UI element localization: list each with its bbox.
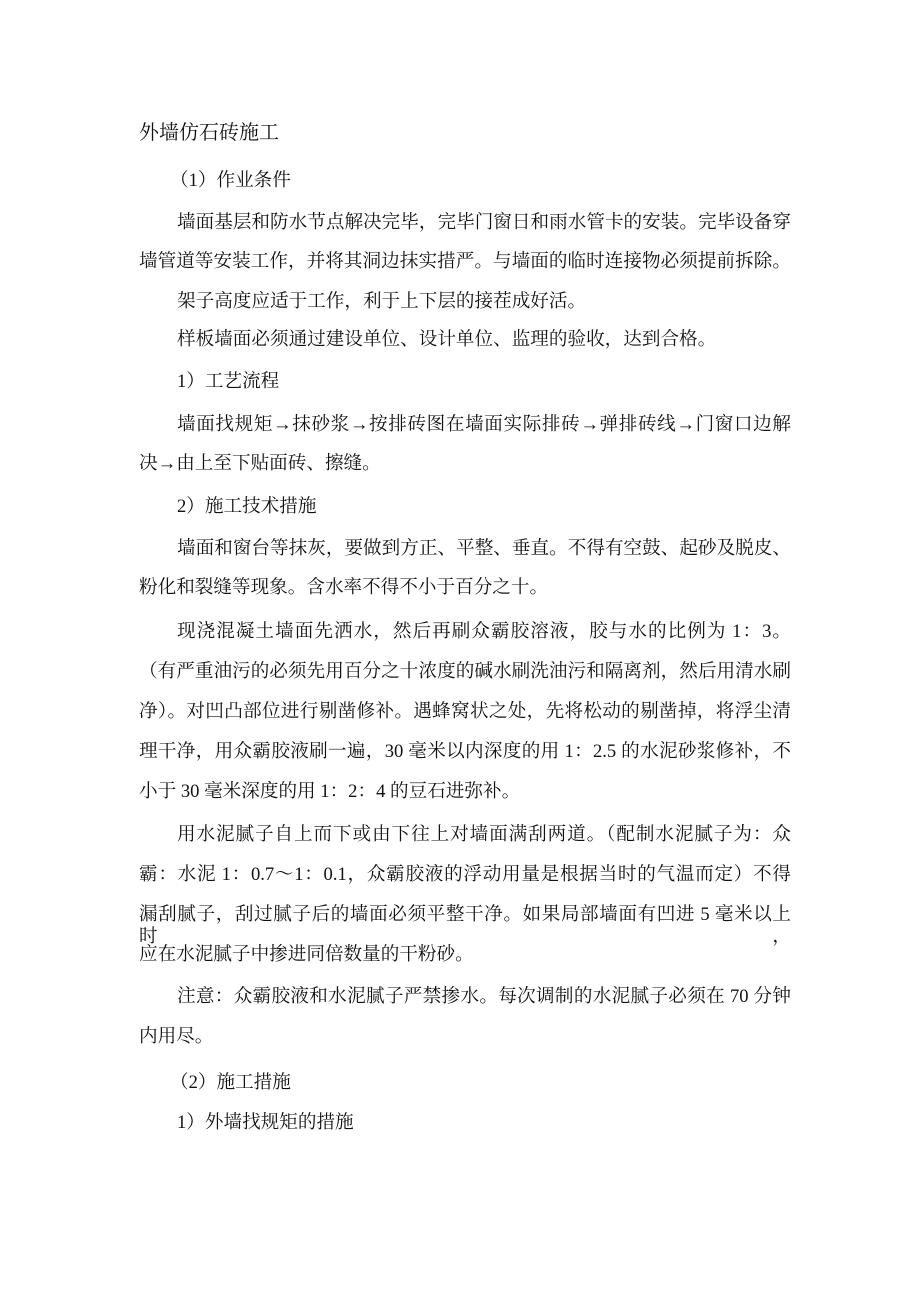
- paragraph-line: 样板墙面必须通过建设单位、设计单位、监理的验收，达到合格。: [177, 329, 717, 350]
- section-heading: （2）施工措施: [170, 1072, 291, 1093]
- paragraph-line: 墙面基层和防水节点解决完毕，完毕门窗日和雨水管卡的安装。完毕设备穿: [177, 212, 791, 233]
- paragraph-line: 漏刮腻子，刮过腻子后的墙面必须平整干净。如果局部墙面有凹进 5 毫米以上时，: [139, 904, 791, 947]
- paragraph-line: 墙管道等安装工作，并将其洞边抹实措严。与墙面的临时连接物必须提前拆除。: [139, 251, 791, 272]
- paragraph-line: 小于 30 毫米深度的用 1：2：4 的豆石进弥补。: [139, 781, 521, 802]
- document-title: 外墙仿石砖施工: [139, 122, 279, 144]
- paragraph-line: （有严重油污的必须先用百分之十浓度的碱水刷洗油污和隔离剂，然后用清水刷: [139, 661, 791, 682]
- section-heading: （1）作业条件: [170, 170, 291, 191]
- paragraph-line: 理干净，用众霸胶液刷一遍，30 毫米以内深度的用 1：2.5 的水泥砂浆修补，不: [139, 741, 791, 762]
- paragraph-line: 净）。对凹凸部位进行剔凿修补。遇蜂窝状之处，先将松动的剔凿掉，将浮尘清: [139, 701, 791, 722]
- paragraph-line: 架子高度应适于工作，利于上下层的接茬成好活。: [177, 291, 587, 312]
- paragraph-line: 决→由上至下贴面砖、擦缝。: [139, 453, 381, 474]
- paragraph-line: 霸：水泥 1：0.7～1：0.1，众霸胶液的浮动用量是根据当时的气温而定）不得: [139, 864, 791, 885]
- note-line: 内用尽。: [139, 1026, 214, 1047]
- paragraph-line: 现浇混凝土墙面先洒水，然后再刷众霸胶溶液，胶与水的比例为 1：3。: [177, 621, 791, 642]
- paragraph-line: 粉化和裂缝等现象。含水率不得不小于百分之十。: [139, 577, 549, 598]
- subsection-heading: 1）外墙找规矩的措施: [177, 1112, 354, 1133]
- note-line: 注意：众霸胶液和水泥腻子严禁掺水。每次调制的水泥腻子必须在 70 分钟: [177, 986, 791, 1007]
- paragraph-line: 墙面找规矩→抹砂浆→按排砖图在墙面实际排砖→弹排砖线→门窗口边解: [177, 414, 791, 435]
- subsection-heading: 1）工艺流程: [177, 371, 280, 392]
- subsection-heading: 2）施工技术措施: [177, 496, 317, 517]
- paragraph-line: 墙面和窗台等抹灰，要做到方正、平整、垂直。不得有空鼓、起砂及脱皮、: [177, 538, 791, 559]
- paragraph-line: 应在水泥腻子中掺进同倍数量的干粉砂。: [139, 944, 474, 965]
- paragraph-line: 用水泥腻子自上而下或由下往上对墙面满刮两道。（配制水泥腻子为：众: [177, 824, 791, 845]
